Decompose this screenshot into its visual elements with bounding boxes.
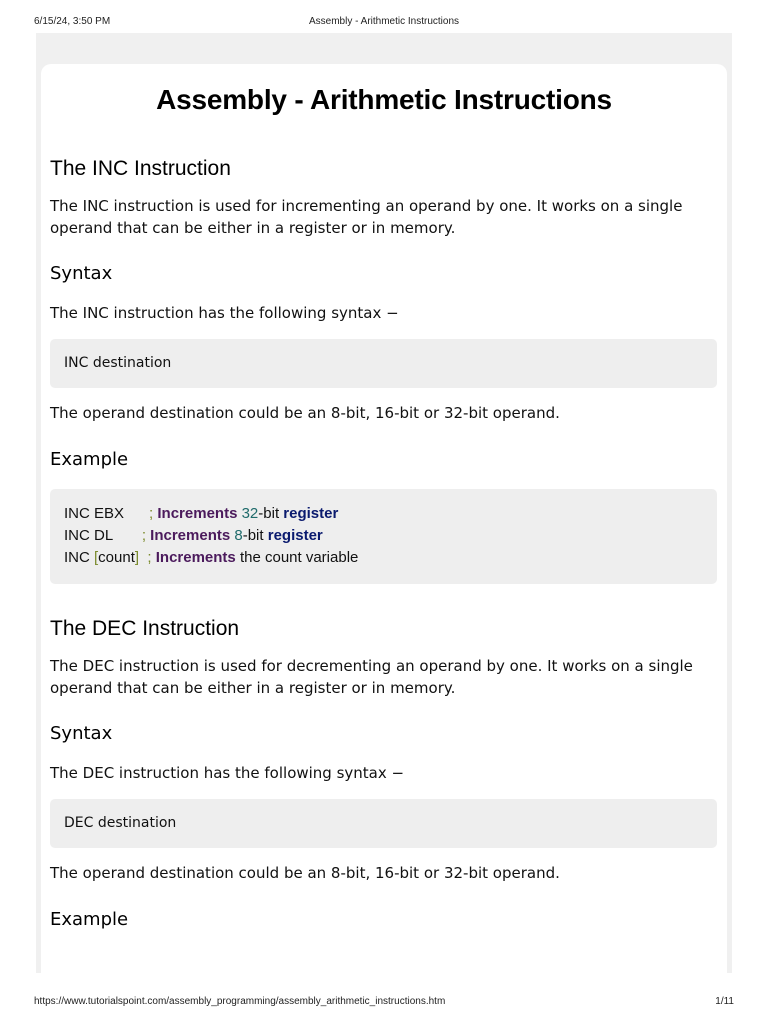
code-keyword: Increments	[155, 549, 236, 566]
page-title: Assembly - Arithmetic Instructions	[156, 84, 612, 115]
inc-syntax-heading: Syntax	[50, 263, 113, 284]
code-comment-marker: ;	[147, 549, 152, 566]
code-number: 32	[241, 505, 259, 522]
print-title: Assembly - Arithmetic Instructions	[308, 16, 460, 27]
code-text: -bit	[242, 527, 264, 544]
inc-example-block	[50, 489, 717, 584]
print-header	[34, 16, 734, 30]
inc-syntax-code-block	[50, 339, 717, 388]
inc-example-heading-block	[50, 449, 717, 470]
page-background	[36, 33, 732, 973]
article-card	[41, 64, 727, 973]
dec-syntax-code: DEC destination	[50, 799, 717, 848]
dec-description: The DEC instruction is used for decrementing an operand by one. It works on a single operand that can be either in a register or in memory.	[50, 657, 693, 697]
dec-syntax-code-block	[50, 799, 717, 848]
inc-example-heading: Example	[50, 449, 129, 470]
inc-syntax-heading-block	[50, 263, 717, 284]
dec-operand-note: The operand destination could be an 8-bit, 16-bit or 32-bit operand.	[50, 864, 560, 882]
inc-description-block	[50, 195, 717, 239]
dec-heading: The DEC Instruction	[50, 617, 240, 640]
dec-description-block	[50, 655, 717, 699]
code-keyword: Increments	[157, 505, 238, 522]
page-number: 1/11	[715, 996, 734, 1007]
inc-syntax-intro: The INC instruction has the following syntax −	[50, 304, 399, 322]
code-text: the count variable	[239, 549, 359, 566]
dec-heading-block	[50, 617, 717, 641]
inc-heading: The INC Instruction	[50, 157, 231, 180]
code-comment-marker: ;	[149, 505, 154, 522]
inc-operand-note-block	[50, 402, 717, 424]
code-text: -bit	[258, 505, 280, 522]
inc-heading-block	[50, 157, 717, 181]
code-comment-marker: ;	[141, 527, 146, 544]
print-url[interactable]: https://www.tutorialspoint.com/assembly_programming/assembly_arithmetic_instructions.htm	[34, 996, 446, 1007]
code-register: register	[283, 505, 339, 522]
code-bracket: ]	[134, 549, 140, 566]
inc-syntax-code: INC destination	[50, 339, 717, 388]
dec-syntax-heading-block	[50, 723, 717, 744]
dec-syntax-intro: The DEC instruction has the following syntax −	[50, 764, 405, 782]
dec-syntax-intro-block	[50, 762, 717, 784]
inc-syntax-intro-block	[50, 302, 717, 324]
code-line	[64, 525, 703, 547]
dec-example-heading-block	[50, 909, 717, 930]
inc-example-code	[50, 489, 717, 584]
code-number: 8	[234, 527, 243, 544]
code-line	[64, 503, 703, 525]
code-instruction: INC	[64, 549, 94, 566]
code-bracket: [	[94, 549, 99, 566]
print-footer	[34, 996, 734, 1010]
dec-syntax-heading: Syntax	[50, 723, 113, 744]
code-operand: count	[98, 549, 135, 566]
code-instruction: INC EBX	[64, 505, 125, 522]
code-instruction: INC DL	[64, 527, 113, 544]
inc-description: The INC instruction is used for incrementing an operand by one. It works on a single operand that can be either in a register or in memory.	[50, 197, 683, 237]
code-register: register	[267, 527, 323, 544]
code-gap	[124, 505, 149, 522]
inc-operand-note: The operand destination could be an 8-bit, 16-bit or 32-bit operand.	[50, 404, 560, 422]
code-keyword: Increments	[150, 527, 231, 544]
code-line	[64, 547, 703, 569]
dec-example-heading: Example	[50, 909, 129, 930]
code-gap	[113, 527, 142, 544]
print-date: 6/15/24, 3:50 PM	[34, 16, 111, 27]
dec-operand-note-block	[50, 862, 717, 884]
